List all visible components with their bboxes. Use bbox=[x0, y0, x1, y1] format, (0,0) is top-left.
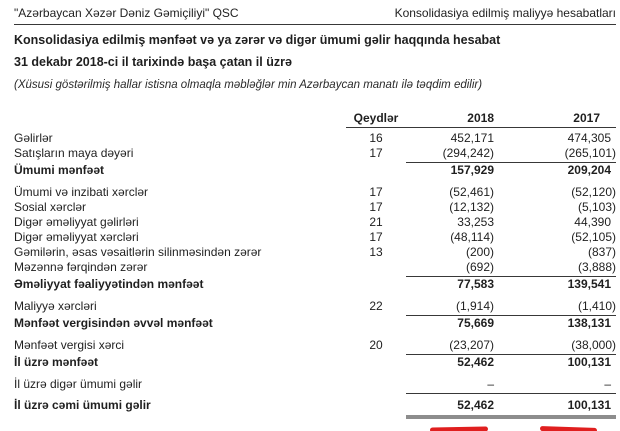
row-value-2017: 100,131 bbox=[567, 355, 611, 369]
column-header-2018: 2018 bbox=[467, 111, 494, 125]
report-type-label: Konsolidasiya edilmiş maliyyə hesabatları bbox=[394, 6, 616, 20]
row-value-2017: (837) bbox=[587, 245, 616, 259]
row-value-2018: (200) bbox=[465, 245, 494, 259]
row-note-ref: 13 bbox=[369, 245, 383, 259]
company-name: "Azərbaycan Xəzər Dəniz Gəmiçiliyi" QSC bbox=[14, 6, 239, 20]
row-label: Gəlirlər bbox=[14, 131, 53, 145]
row-value-2017: (3,888) bbox=[577, 260, 616, 274]
table-row bbox=[14, 299, 616, 314]
row-note-ref: 16 bbox=[369, 131, 383, 145]
red-marker-annotation bbox=[430, 426, 488, 431]
header-spacer bbox=[14, 111, 346, 126]
row-note-ref: 17 bbox=[369, 200, 383, 214]
row-value-2017: (1,410) bbox=[577, 299, 616, 313]
section-gap bbox=[14, 178, 616, 185]
row-label: Əməliyyat fəaliyyətindən mənfəət bbox=[14, 277, 204, 291]
table-row bbox=[14, 200, 616, 215]
financial-table bbox=[14, 111, 616, 431]
row-note-ref bbox=[346, 277, 406, 292]
header-underline bbox=[346, 127, 616, 128]
table-row bbox=[14, 185, 616, 200]
red-marker-annotation bbox=[540, 426, 597, 431]
table-row bbox=[14, 398, 616, 413]
table-row bbox=[14, 215, 616, 230]
currency-note: (Xüsusi göstərilmiş hallar istisna olmaqla məbləğlər min Azərbaycan manatı ilə təqdim edilir) bbox=[14, 79, 483, 91]
row-value-2017: (265,101) bbox=[564, 146, 616, 160]
row-value-2017: 209,204 bbox=[567, 163, 611, 177]
row-value-2017: 139,541 bbox=[567, 277, 611, 291]
row-value-2018: (48,114) bbox=[450, 230, 494, 244]
row-label: Gəmilərin, əsas vəsaitlərin silinməsindən zərər bbox=[14, 245, 262, 259]
column-header-notes: Qeydlər bbox=[353, 111, 399, 125]
row-value-2017: (52,120) bbox=[571, 185, 616, 199]
row-note-ref: 21 bbox=[369, 215, 383, 229]
row-label: İl üzrə cəmi ümumi gəlir bbox=[14, 398, 151, 412]
row-label: Satışların maya dəyəri bbox=[14, 146, 134, 160]
row-note-ref bbox=[346, 377, 406, 392]
row-value-2018: 33,253 bbox=[457, 215, 494, 229]
table-row bbox=[14, 163, 616, 178]
row-value-2018: 157,929 bbox=[450, 163, 494, 177]
row-label: Məzənnə fərqindən zərər bbox=[14, 260, 148, 274]
table-header-row bbox=[14, 111, 616, 126]
table-body bbox=[14, 131, 616, 419]
row-note-ref bbox=[346, 260, 406, 275]
row-value-2017: (52,105) bbox=[571, 230, 616, 244]
row-label: Maliyyə xərcləri bbox=[14, 299, 97, 313]
row-label: İl üzrə mənfəət bbox=[14, 355, 99, 369]
document-running-header bbox=[14, 6, 616, 25]
table-row bbox=[14, 131, 616, 146]
row-value-2017: 138,131 bbox=[567, 316, 611, 330]
section-gap bbox=[14, 292, 616, 299]
row-label: Mənfəət vergisi xərci bbox=[14, 338, 125, 352]
row-label: Sosial xərclər bbox=[14, 200, 87, 214]
table-row bbox=[14, 316, 616, 331]
row-note-ref: 20 bbox=[369, 338, 383, 352]
row-value-2017: 100,131 bbox=[567, 398, 611, 412]
marker-annotation-area bbox=[14, 419, 616, 431]
table-row bbox=[14, 230, 616, 245]
table-row bbox=[14, 355, 616, 370]
row-value-2017: (5,103) bbox=[577, 200, 616, 214]
row-label: Digər əməliyyat gəlirləri bbox=[14, 215, 139, 229]
row-value-2018: (294,242) bbox=[442, 146, 494, 160]
row-label: Digər əməliyyat xərcləri bbox=[14, 230, 139, 244]
table-row bbox=[14, 146, 616, 161]
row-label: İl üzrə digər ümumi gəlir bbox=[14, 377, 143, 391]
row-note-ref bbox=[346, 398, 406, 413]
row-value-2018: (1,914) bbox=[455, 299, 494, 313]
statement-title: Konsolidasiya edilmiş mənfəət və ya zərər və digər ümumi gəlir haqqında hesabat bbox=[14, 33, 501, 47]
row-note-ref bbox=[346, 316, 406, 331]
section-gap bbox=[14, 370, 616, 377]
table-row bbox=[14, 260, 616, 275]
table-row bbox=[14, 377, 616, 392]
row-note-ref: 22 bbox=[369, 299, 383, 313]
row-value-2018: (23,207) bbox=[449, 338, 494, 352]
statement-period: 31 dekabr 2018-ci il tarixində başa çatan il üzrə bbox=[14, 55, 292, 69]
row-label: Mənfəət vergisindən əvvəl mənfəət bbox=[14, 316, 213, 330]
row-value-2018: (52,461) bbox=[449, 185, 494, 199]
row-value-2018: 452,171 bbox=[450, 131, 494, 145]
row-value-2017: 474,305 bbox=[567, 131, 611, 145]
row-value-2018: 75,669 bbox=[457, 316, 494, 330]
row-value-2018: (12,132) bbox=[449, 200, 494, 214]
row-value-2018: (692) bbox=[465, 260, 494, 274]
row-value-2018: 52,462 bbox=[457, 398, 494, 412]
section-gap bbox=[14, 331, 616, 338]
row-note-ref: 17 bbox=[369, 230, 383, 244]
row-note-ref: 17 bbox=[369, 185, 383, 199]
row-value-2017: (38,000) bbox=[571, 338, 616, 352]
row-value-2018: 52,462 bbox=[457, 355, 494, 369]
table-row bbox=[14, 338, 616, 353]
row-label: Ümumi mənfəət bbox=[14, 163, 105, 177]
title-block bbox=[14, 34, 616, 92]
row-value-2018: – bbox=[487, 377, 494, 391]
row-value-2018: 77,583 bbox=[457, 277, 494, 291]
row-value-2017: 44,390 bbox=[574, 215, 611, 229]
table-row bbox=[14, 277, 616, 292]
row-note-ref bbox=[346, 163, 406, 178]
row-label: Ümumi və inzibati xərclər bbox=[14, 185, 149, 199]
table-row bbox=[14, 245, 616, 260]
column-header-2017: 2017 bbox=[573, 111, 600, 125]
row-note-ref bbox=[346, 355, 406, 370]
row-note-ref: 17 bbox=[369, 146, 383, 160]
row-value-2017: – bbox=[604, 377, 611, 391]
